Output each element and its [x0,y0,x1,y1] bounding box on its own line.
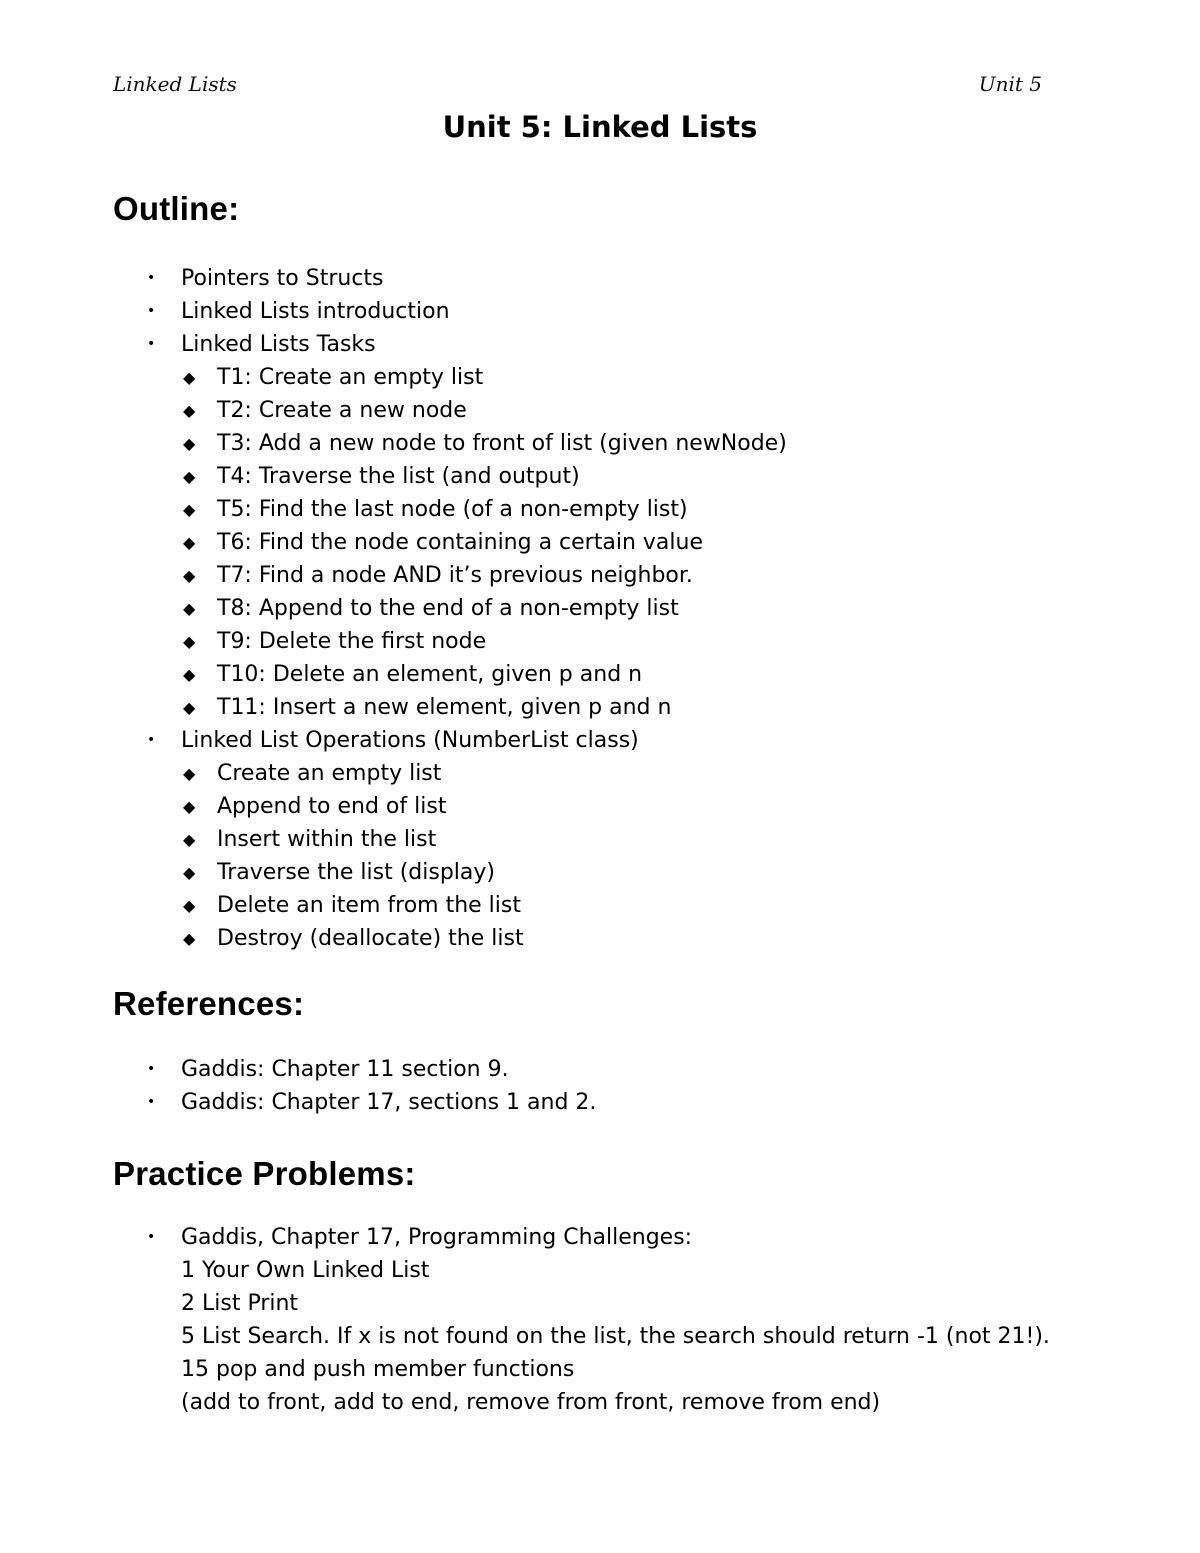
bullet-icon: • [147,303,156,319]
outline-heading: Outline: [113,190,240,227]
list-item-text: T4: Traverse the list (and output) [217,464,580,489]
list-item-text: Gaddis, Chapter 17, Programming Challenges: [181,1225,693,1250]
references-heading: References: [113,985,305,1022]
diamond-bullet-icon: ◆ [183,401,196,420]
list-item [113,460,787,493]
list-item-text: T7: Find a node AND it’s previous neighbor. [217,563,693,588]
list-item-text: Linked Lists Tasks [181,332,376,357]
list-item-text: T1: Create an empty list [217,365,484,390]
running-header-left: Linked Lists [113,72,237,96]
diamond-bullet-icon: ◆ [183,764,196,783]
list-item [113,328,787,361]
list-item-text: (add to front, add to end, remove from front, remove from end) [181,1390,881,1415]
list-item [113,427,787,460]
diamond-bullet-icon: ◆ [183,632,196,651]
list-item-text: T3: Add a new node to front of list (given newNode) [217,431,787,456]
list-item-text: Gaddis: Chapter 11 section 9. [181,1057,509,1082]
list-item-text: Delete an item from the list [217,893,521,918]
diamond-bullet-icon: ◆ [183,533,196,552]
list-item [113,922,787,955]
list-item-text: Destroy (deallocate) the list [217,926,524,951]
list-item-text: T5: Find the last node (of a non-empty list) [217,497,688,522]
list-item [113,1320,1050,1353]
list-item [113,1287,1050,1320]
diamond-bullet-icon: ◆ [183,599,196,618]
running-header [113,72,1042,96]
bullet-icon: • [147,1061,156,1077]
list-item [113,1386,1050,1419]
diamond-bullet-icon: ◆ [183,467,196,486]
list-item-text: Linked List Operations (NumberList class) [181,728,639,753]
bullet-icon: • [147,732,156,748]
list-item [113,493,787,526]
list-item-text: T8: Append to the end of a non-empty list [217,596,679,621]
diamond-bullet-icon: ◆ [183,665,196,684]
diamond-bullet-icon: ◆ [183,698,196,717]
list-item [113,1254,1050,1287]
list-item-text: Linked Lists introduction [181,299,450,324]
list-item [113,625,787,658]
list-item [113,889,787,922]
practice-list [113,1221,1050,1419]
list-item [113,823,787,856]
running-header-right: Unit 5 [978,72,1042,96]
list-item [113,658,787,691]
list-item [113,1086,596,1119]
list-item-text: Create an empty list [217,761,442,786]
diamond-bullet-icon: ◆ [183,797,196,816]
list-item-text: Insert within the list [217,827,437,852]
list-item-text: T9: Delete the first node [217,629,487,654]
bullet-icon: • [147,1229,156,1245]
list-item-text: Traverse the list (display) [217,860,496,885]
diamond-bullet-icon: ◆ [183,830,196,849]
bullet-icon: • [147,1094,156,1110]
list-item [113,691,787,724]
bullet-icon: • [147,336,156,352]
diamond-bullet-icon: ◆ [183,929,196,948]
practice-heading: Practice Problems: [113,1155,416,1192]
list-item [113,559,787,592]
list-item [113,790,787,823]
list-item-text: 1 Your Own Linked List [181,1258,430,1283]
list-item [113,1221,1050,1254]
diamond-bullet-icon: ◆ [183,896,196,915]
list-item [113,1053,596,1086]
diamond-bullet-icon: ◆ [183,566,196,585]
list-item-text: T6: Find the node containing a certain value [217,530,703,555]
list-item-text: T11: Insert a new element, given p and n [217,695,672,720]
list-item [113,361,787,394]
list-item [113,1353,1050,1386]
list-item [113,526,787,559]
diamond-bullet-icon: ◆ [183,500,196,519]
list-item-text: Append to end of list [217,794,447,819]
list-item-text: 5 List Search. If x is not found on the list, the search should return -1 (not 21!). [181,1324,1050,1349]
list-item-text: 2 List Print [181,1291,299,1316]
bullet-icon: • [147,270,156,286]
list-item-text: Gaddis: Chapter 17, sections 1 and 2. [181,1090,597,1115]
list-item-text: T2: Create a new node [217,398,467,423]
list-item [113,592,787,625]
list-item-text: Pointers to Structs [181,266,384,291]
diamond-bullet-icon: ◆ [183,434,196,453]
list-item [113,262,787,295]
diamond-bullet-icon: ◆ [183,863,196,882]
list-item [113,724,787,757]
list-item [113,394,787,427]
list-item-text: 15 pop and push member functions [181,1357,575,1382]
references-list [113,1053,596,1119]
page-title: Unit 5: Linked Lists [442,110,758,144]
list-item [113,856,787,889]
list-item [113,295,787,328]
list-item [113,757,787,790]
list-item-text: T10: Delete an element, given p and n [217,662,643,687]
outline-list [113,262,787,955]
diamond-bullet-icon: ◆ [183,368,196,387]
